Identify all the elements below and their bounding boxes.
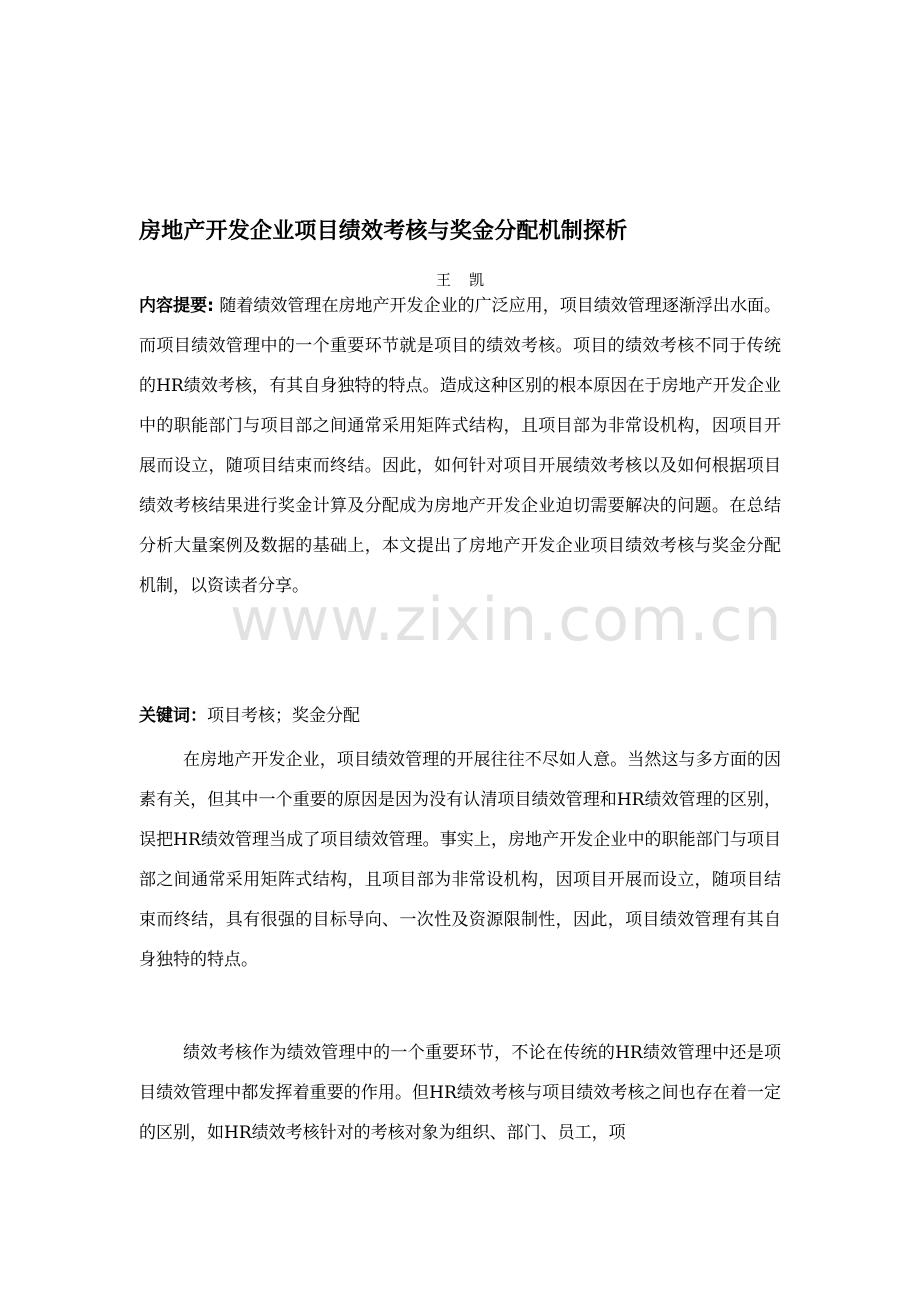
document-title: 房地产开发企业项目绩效考核与奖金分配机制探析 xyxy=(139,219,628,244)
author-name: 王凯 xyxy=(435,271,502,289)
keywords-label: 关键词： xyxy=(139,706,207,726)
keywords-line xyxy=(139,696,781,736)
abstract-label: 内容提要: xyxy=(139,296,214,316)
body-paragraph-1: 在房地产开发企业，项目绩效管理的开展往往不尽如人意。当然这与多方面的因素有关，但其中一个重要的原因是因为没有认清项目绩效管理和HR绩效管理的区别，误把HR绩效管理当成了项目绩效管理。事实上，房地产开发企业中的职能部门与项目部之间通常采用矩阵式结构，且项目部为非常设机构，因项目开展而设立，随项目结束而终结，具有很强的目标导向、一次性及资源限制性，因此，项目绩效管理有其自身独特的特点。 xyxy=(139,750,781,970)
body-paragraph-2: 绩效考核作为绩效管理中的一个重要环节，不论在传统的HR绩效管理中还是项目绩效管理中都发挥着重要的作用。但HR绩效考核与项目绩效考核之间也存在着一定的区别，如HR绩效考核针对的考核对象为组织、部门、员工，项 xyxy=(139,1043,781,1143)
watermark: www.zixin.com.cn xyxy=(230,585,783,655)
abstract-paragraph xyxy=(139,286,781,606)
abstract-text: 随着绩效管理在房地产开发企业的广泛应用，项目绩效管理逐渐浮出水面。而项目绩效管理中的一个重要环节就是项目的绩效考核。项目的绩效考核不同于传统的HR绩效考核，有其自身独特的特点。造成这种区别的根本原因在于房地产开发企业中的职能部门与项目部之间通常采用矩阵式结构，且项目部为非常设机构，因项目开展而设立，随项目结束而终结。因此，如何针对项目开展绩效考核以及如何根据项目绩效考核结果进行奖金计算及分配成为房地产开发企业迫切需要解决的问题。在总结分析大量案例及数据的基础上，本文提出了房地产开发企业项目绩效考核与奖金分配机制，以资读者分享。 xyxy=(139,296,781,596)
keywords-text: 项目考核；奖金分配 xyxy=(207,706,360,726)
